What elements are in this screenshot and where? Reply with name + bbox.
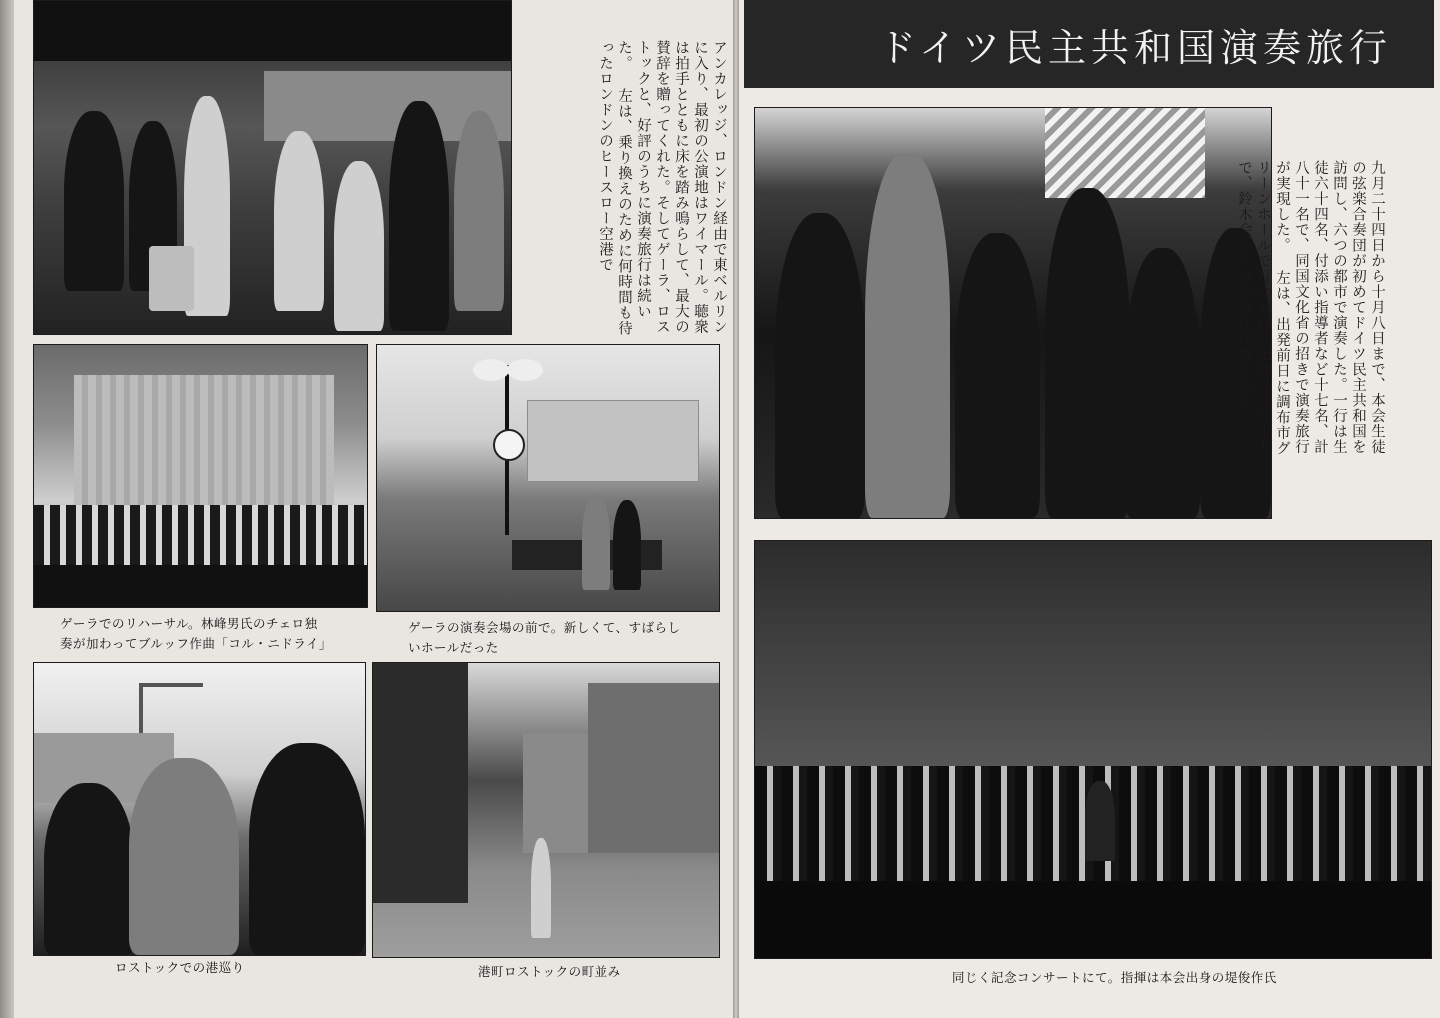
woman-figure <box>613 500 641 590</box>
page-title: ドイツ民主共和国演奏旅行 <box>877 25 1392 70</box>
harbor-photo <box>33 662 366 956</box>
student-figure <box>775 213 865 518</box>
building-right <box>588 683 719 853</box>
right-intro-text: 九月二十四日から十月八日まで、本会生徒の弦楽合奏団が初めてドイツ民主共和国を訪問し、六つの都市で演奏した。一行は生徒六十四名、付添い指導者など十七名、計八十一名で、同国文化省の招きで演奏旅行が実現した。 左は、出発前日に調布市グリーンホールで行なわれた記念コンサートで、鈴木会長・青木常任理事と共に <box>1236 160 1385 456</box>
concert-hall-photo <box>376 344 720 612</box>
traveler-figure <box>454 111 504 311</box>
hall-caption: ゲーラの演奏会場の前で。新しくて、すばらしいホールだった <box>408 620 681 655</box>
street-photo <box>372 662 720 958</box>
hall-building <box>527 400 699 482</box>
staircase <box>1045 108 1205 198</box>
title-banner <box>744 0 1434 88</box>
girl-figure <box>531 838 551 938</box>
bag <box>149 246 194 311</box>
lamp-globe <box>507 359 543 381</box>
book-edge <box>0 0 14 1018</box>
elder-man-figure <box>865 153 950 518</box>
building-left <box>373 663 468 903</box>
student-figure <box>1125 248 1200 518</box>
hall-backdrop <box>755 541 1431 801</box>
street-caption: 港町ロストックの町並み <box>478 964 621 979</box>
airport-roof <box>34 1 511 61</box>
traveler-figure <box>64 111 124 291</box>
conductor-figure <box>1085 781 1115 861</box>
traveler-figure <box>274 131 324 311</box>
man-in-hood-figure <box>129 758 239 955</box>
stage-front <box>34 565 367 607</box>
concert-photo <box>754 540 1432 959</box>
elder-man-figure <box>1045 188 1130 518</box>
man-with-camera-figure <box>249 743 365 955</box>
concert-caption: 同じく記念コンサートにて。指揮は本会出身の堤俊作氏 <box>952 970 1277 985</box>
orchestra-on-stage <box>34 505 367 565</box>
rehearsal-photo <box>33 344 368 608</box>
harbor-caption: ロストックでの港巡り <box>115 960 245 975</box>
traveler-figure <box>334 161 384 331</box>
rehearsal-caption: ゲーラでのリハーサル。林峰男氏のチェロ独奏が加わってブルッフ作曲「コル・ニドライ」 <box>60 616 333 651</box>
lamp-globe <box>473 359 509 381</box>
airport-photo <box>33 0 512 335</box>
pedestrian-sign <box>493 429 525 461</box>
left-intro-text: アンカレッジ、ロンドン経由で東ベルリンに入り、最初の公演地はワイマール。聴衆は拍手とともに床を踏み鳴らして、最大の賛辞を贈ってくれた。そしてゲーラ、ロストックと、好評のうちに演奏旅行は続いた。 左は、乗り換えのために何時間も待ったロンドンのヒースロー空港で <box>597 40 727 336</box>
stage-front <box>755 881 1431 958</box>
group-photo <box>754 107 1272 519</box>
woman-figure <box>582 495 610 590</box>
student-figure <box>955 233 1040 518</box>
stage-curtain <box>74 375 334 525</box>
building-distant <box>523 733 588 853</box>
book-spine <box>733 0 739 1018</box>
man-figure <box>44 783 134 955</box>
traveler-figure <box>389 101 449 331</box>
